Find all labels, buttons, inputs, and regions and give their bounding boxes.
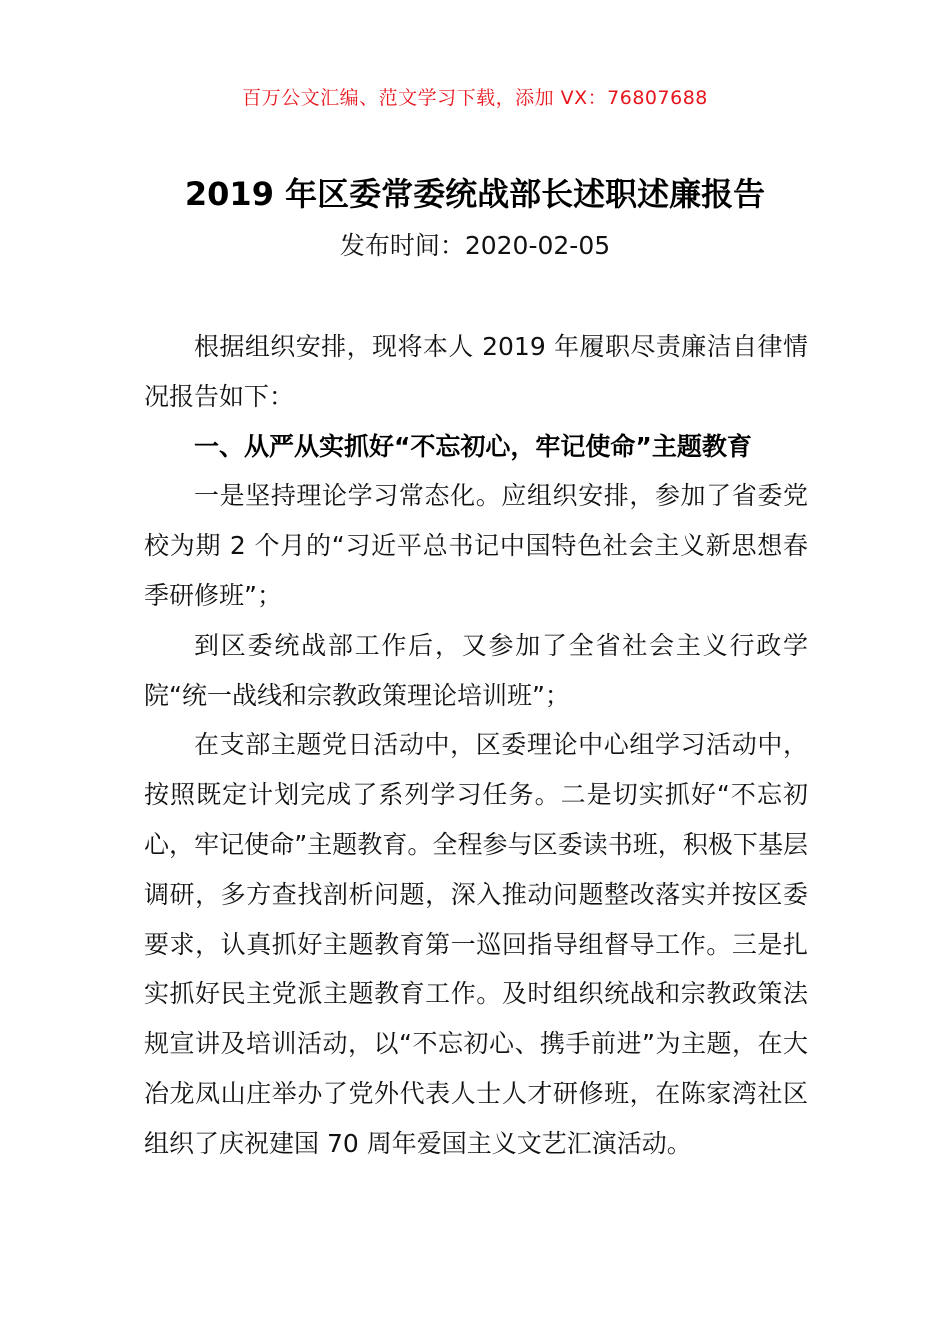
paragraph-training: 到区委统战部工作后，又参加了全省社会主义行政学院“统一战线和宗教政策理论培训班”； xyxy=(144,630,808,710)
document-body xyxy=(144,322,808,1169)
watermark-text: 百万公文汇编、范文学习下载，添加 VX：76807688 xyxy=(242,87,708,109)
document-title: 2019 年区委常委统战部长述职述廉报告 xyxy=(184,175,766,213)
section-heading: 一、从严从实抓好“不忘初心，牢记使命”主题教育 xyxy=(194,431,752,461)
publish-date: 发布时间：2020-02-05 xyxy=(339,231,611,260)
paragraph-theory-study: 一是坚持理论学习常态化。应组织安排，参加了省委党校为期 2 个月的“习近平总书记中国特色社会主义新思想春季研修班”； xyxy=(144,481,808,610)
paragraph-activities: 在支部主题党日活动中，区委理论中心组学习活动中，按照既定计划完成了系列学习任务。二是切实抓好“不忘初心，牢记使命”主题教育。全程参与区委读书班，积极下基层调研，多方查找剖析问题，深入推动问题整改落实并按区委要求，认真抓好主题教育第一巡回指导组督导工作。三是扎实抓好民主党派主题教育工作。及时组织统战和宗教政策法规宣讲及培训活动，以“不忘初心、携手前进”为主题，在大冶龙凤山庄举办了党外代表人士人才研修班，在陈家湾社区组织了庆祝建国 70 周年爱国主义文艺汇演活动。 xyxy=(144,730,808,1158)
paragraph-intro: 根据组织安排，现将本人 2019 年履职尽责廉洁自律情况报告如下： xyxy=(144,332,808,411)
